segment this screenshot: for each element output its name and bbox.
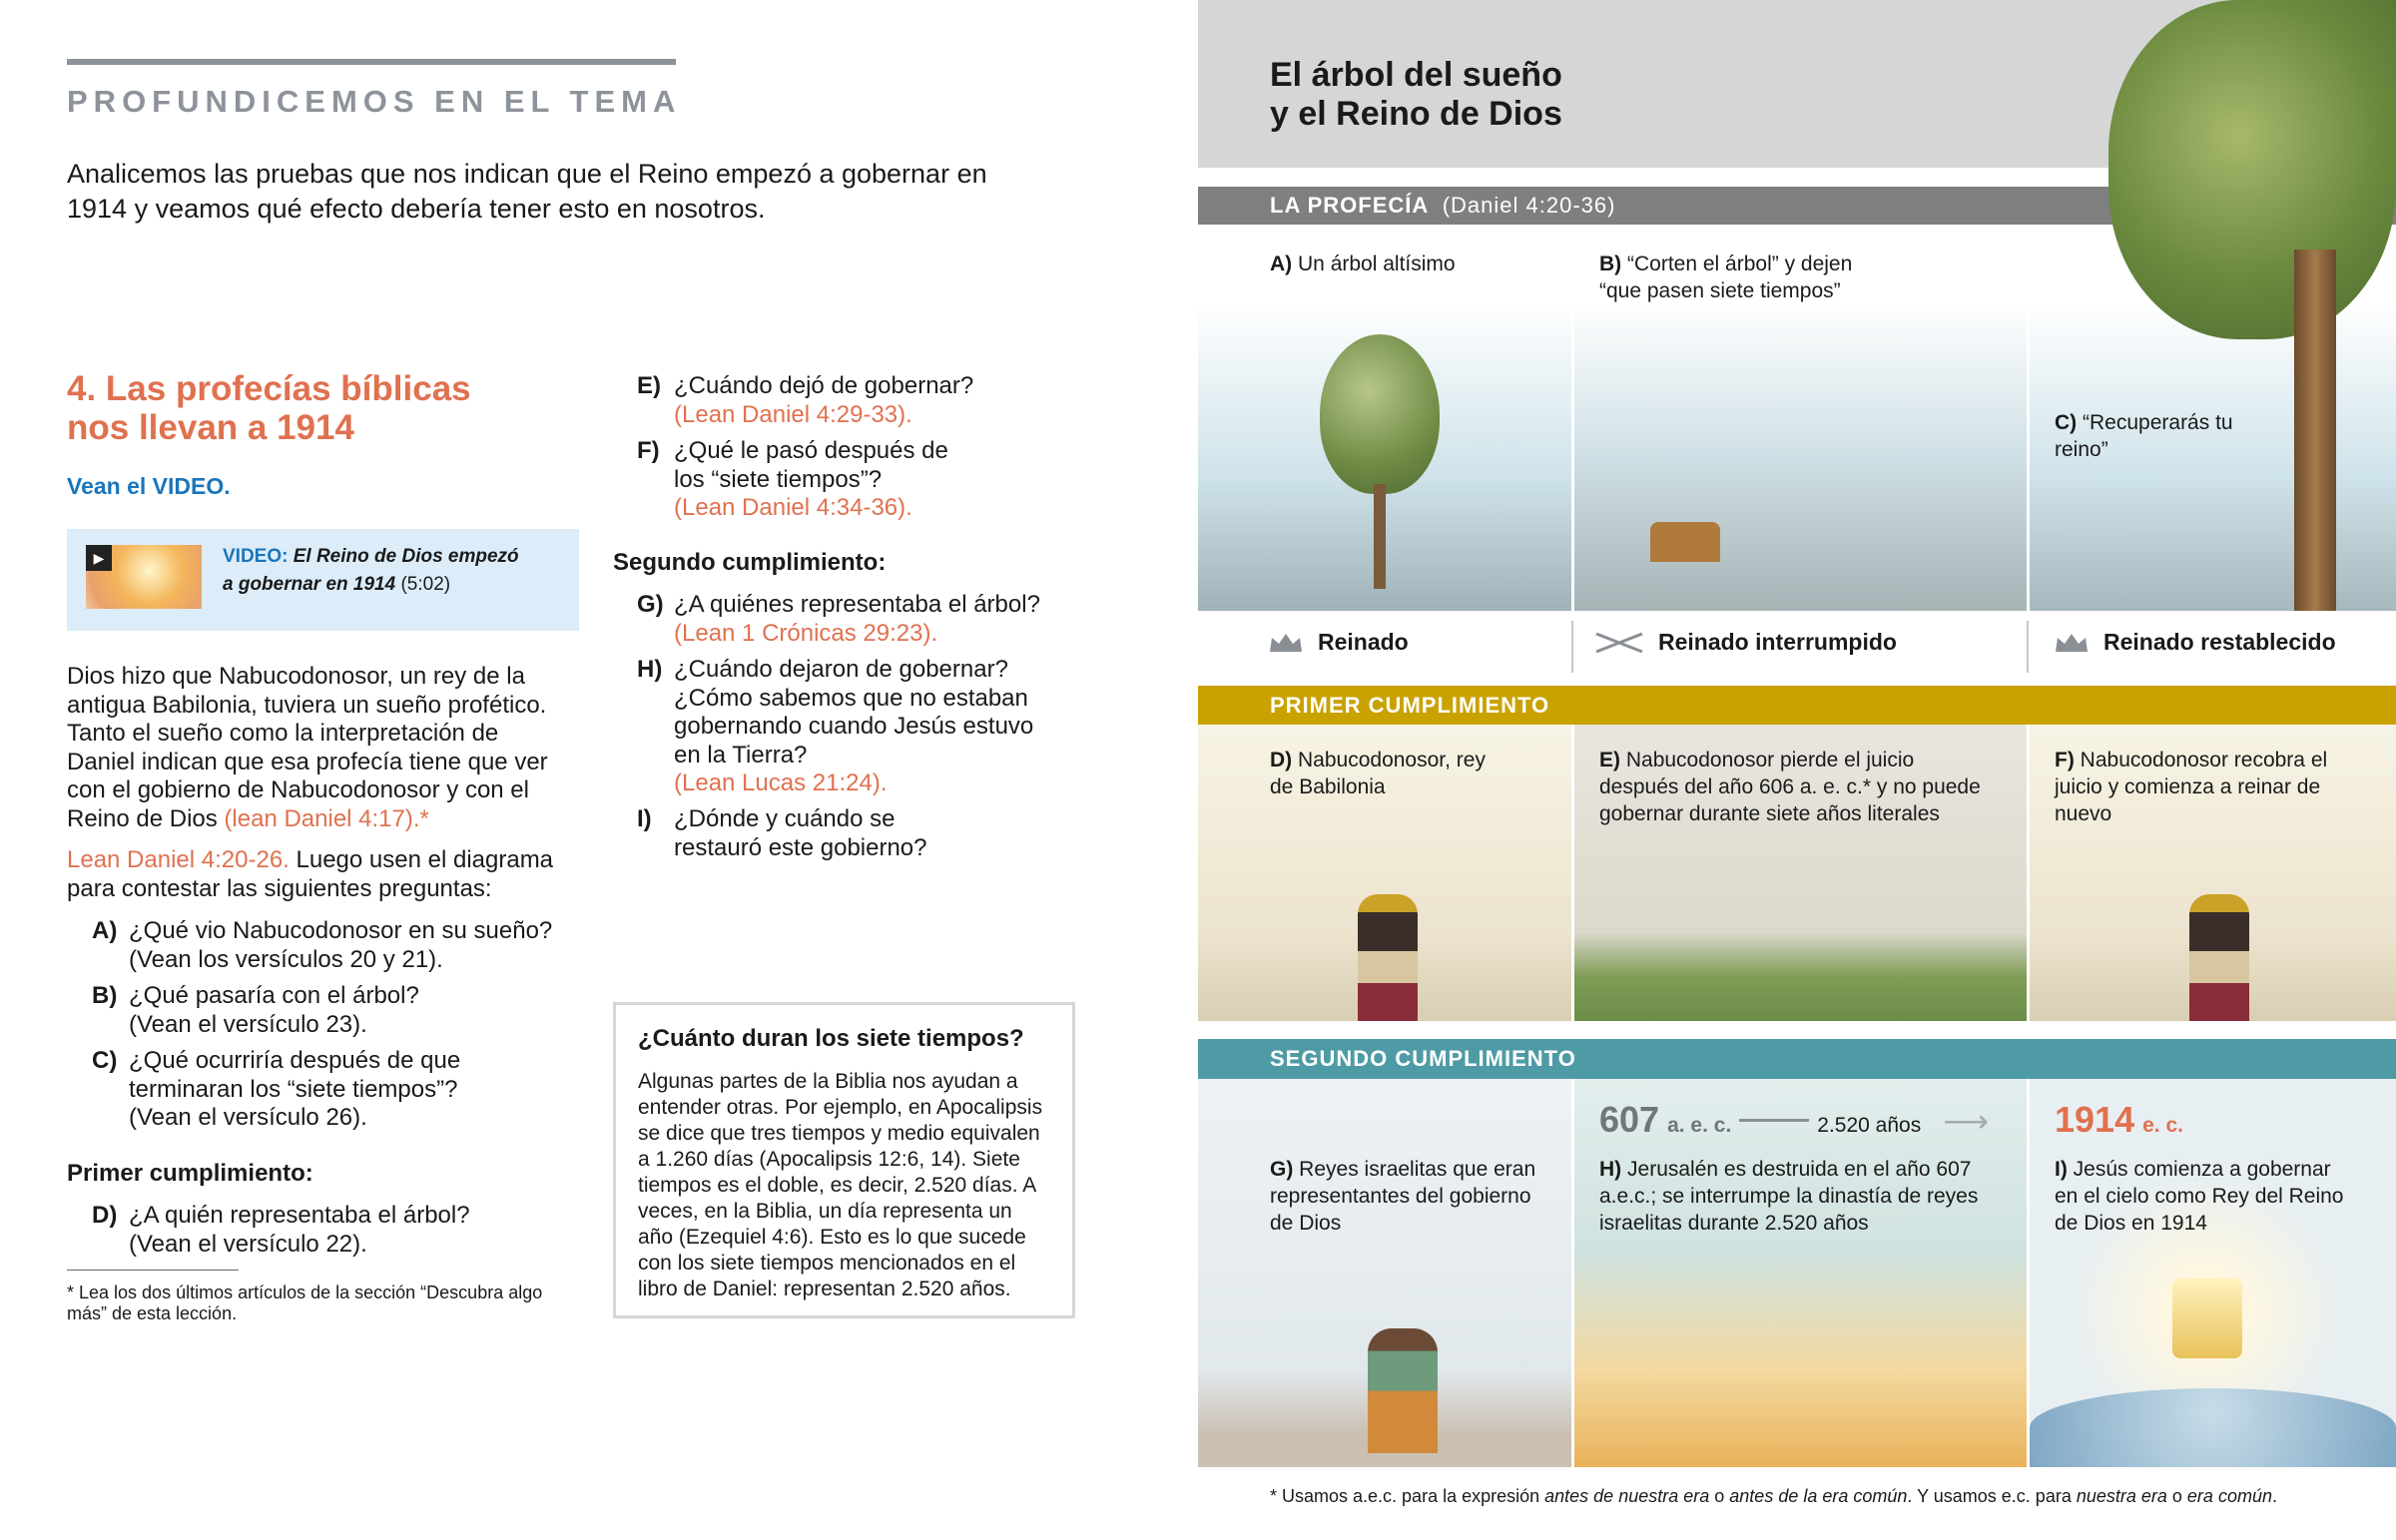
video-title: a gobernar en 1914 xyxy=(223,574,396,595)
heading-line: nos llevan a 1914 xyxy=(67,408,354,447)
label-letter: H) xyxy=(1599,1158,1622,1181)
era-end: e. c. xyxy=(2142,1114,2183,1137)
divider xyxy=(2027,621,2029,673)
footnote: * Lea los dos últimos artículos de la sección “Descubra algo más” de esta lección. xyxy=(67,1283,543,1323)
section-rule xyxy=(67,59,676,65)
arrow-right-icon: ⟶ xyxy=(1943,1103,1990,1139)
panel-d xyxy=(1198,725,1571,1021)
question-ref: (Vean el versículo 22). xyxy=(129,1230,367,1258)
label-b xyxy=(1599,251,1889,304)
king-illustration xyxy=(2189,894,2249,1021)
section-kicker: PROFUNDICEMOS EN EL TEMA xyxy=(67,84,682,119)
crown-icon xyxy=(2054,632,2090,654)
video-label: VIDEO: xyxy=(223,546,289,567)
bar-ref: (Daniel 4:20-36) xyxy=(1442,193,1616,218)
video-thumbnail[interactable] xyxy=(86,545,202,609)
label-letter: B) xyxy=(1599,253,1622,275)
label-e xyxy=(1599,747,1999,827)
label-letter: I) xyxy=(2055,1158,2068,1181)
panel-f xyxy=(2027,725,2396,1021)
fn-part: antes de nuestra era xyxy=(1544,1486,1710,1506)
label-text: Nabucodonosor recobra el juicio y comienza a reinar de nuevo xyxy=(2055,749,2328,825)
question-text: ¿Cuándo dejó de gobernar? xyxy=(674,372,974,399)
question-letter: C) xyxy=(92,1047,118,1074)
paragraph-text: Luego usen el diagrama para contestar las siguientes preguntas: xyxy=(67,846,554,902)
question-letter: F) xyxy=(637,437,660,464)
panel-a xyxy=(1198,225,1571,611)
fn-part: . Y usamos e.c. para xyxy=(1907,1486,2077,1506)
label-text: Nabucodonosor pierde el juicio después del año 606 a. e. c.* y no puede gobernar durante siete años literales xyxy=(1599,749,1981,825)
play-icon[interactable]: ▶ xyxy=(86,545,112,571)
label-f xyxy=(2055,747,2354,827)
diagram-footnote xyxy=(1270,1486,2368,1507)
crown-icon xyxy=(1268,632,1304,654)
title-line: El árbol del sueño xyxy=(1270,56,1562,94)
fn-part: * Usamos a.e.c. para la expresión xyxy=(1270,1486,1545,1506)
year-start: 607 xyxy=(1599,1099,1660,1140)
label-letter: E) xyxy=(1599,749,1620,771)
year-end-label xyxy=(2055,1099,2183,1141)
reign-text: Reinado restablecido xyxy=(2103,629,2336,655)
era-start: a. e. c. xyxy=(1667,1114,1732,1137)
reign-label xyxy=(1268,629,1409,656)
reign-interrupted-label xyxy=(1594,629,1897,656)
label-text: Reyes israelitas que eran representantes del gobierno de Dios xyxy=(1270,1158,1536,1235)
tree-illustration xyxy=(1320,334,1440,494)
question-f xyxy=(637,437,966,523)
question-i xyxy=(637,805,976,862)
question-text: ¿Qué ocurriría después de que terminaran los “siete tiempos”? xyxy=(129,1047,461,1103)
timeline-span: 2.520 años xyxy=(1817,1114,1922,1137)
video-caption xyxy=(223,543,519,599)
label-i xyxy=(2055,1156,2354,1237)
divider xyxy=(1571,621,1573,673)
panel-g xyxy=(1198,1079,1571,1467)
primer-label: Primer cumplimiento: xyxy=(67,1160,313,1187)
fn-part: o xyxy=(2166,1486,2187,1506)
video-link[interactable]: Vean el VIDEO. xyxy=(67,473,231,499)
question-c xyxy=(92,1047,491,1133)
question-text: ¿Dónde y cuándo se restauró este gobierno? xyxy=(674,805,927,861)
question-letter: I) xyxy=(637,805,652,832)
label-letter: D) xyxy=(1270,749,1293,771)
year-end: 1914 xyxy=(2055,1099,2135,1140)
scripture-ref[interactable]: (Lean Daniel 4:34-36). xyxy=(674,494,912,521)
question-ref: (Vean el versículo 23). xyxy=(129,1010,367,1038)
panel-b xyxy=(1571,225,2027,611)
king-illustration xyxy=(1358,894,1418,1021)
timeline xyxy=(1599,1099,2019,1141)
label-text: “Corten el árbol” y dejen “que pasen siete tiempos” xyxy=(1599,253,1853,302)
reign-text: Reinado xyxy=(1318,629,1409,655)
paragraph-text: Dios hizo que Nabucodonosor, un rey de la antigua Babilonia, tuviera un sueño profético. Tanto el sueño como la interpretación de Daniel indican que esa profecía tiene que ver con el gobierno de Nabucodonosor y con el Reino de Dios xyxy=(67,663,548,832)
diagram-title xyxy=(1270,56,1562,134)
question-text: ¿Cuándo dejaron de gobernar? ¿Cómo sabemos que no estaban gobernando cuando Jesús estuvo en la Tierra? xyxy=(674,656,1034,769)
intro-text: Analicemos las pruebas que nos indican que el Reino empezó a gobernar en 1914 y veamos qué efecto debería tener esto en nosotros. xyxy=(67,159,987,224)
question-letter: D) xyxy=(92,1202,118,1229)
video-title: El Reino de Dios empezó xyxy=(293,546,519,567)
label-text: Jerusalén es destruida en el año 607 a.e.c.; se interrumpe la dinastía de reyes israelitas durante 2.520 años xyxy=(1599,1158,1979,1235)
question-letter: A) xyxy=(92,917,118,944)
question-letter: B) xyxy=(92,982,118,1009)
label-letter: A) xyxy=(1270,253,1293,275)
question-ref: (Vean el versículo 26). xyxy=(129,1104,367,1131)
question-g xyxy=(637,591,1056,648)
heading-line: 4. Las profecías bíblicas xyxy=(67,369,471,408)
label-text: Jesús comienza a gobernar en el cielo como Rey del Reino de Dios en 1914 xyxy=(2055,1158,2344,1235)
label-letter: F) xyxy=(2055,749,2075,771)
fn-part: nuestra era xyxy=(2076,1486,2167,1506)
large-tree-icon xyxy=(2108,0,2396,339)
question-h xyxy=(637,656,1036,798)
question-letter: H) xyxy=(637,656,663,683)
label-c xyxy=(2055,409,2234,463)
footnote-rule xyxy=(67,1270,239,1271)
question-text: ¿A quiénes representaba el árbol? xyxy=(674,591,1040,618)
label-g xyxy=(1270,1156,1539,1237)
throne-illustration xyxy=(2172,1279,2242,1358)
body-paragraph xyxy=(67,846,571,903)
panel-i xyxy=(2027,1079,2396,1467)
label-h xyxy=(1599,1156,1999,1237)
label-d xyxy=(1270,747,1490,800)
panel-h xyxy=(1571,1079,2027,1467)
scripture-ref[interactable]: Lean Daniel 4:20-26. xyxy=(67,846,290,873)
question-text: ¿Qué pasaría con el árbol? xyxy=(129,982,419,1009)
segundo-bar: SEGUNDO CUMPLIMIENTO xyxy=(1198,1039,2396,1079)
reign-restored-label xyxy=(2054,629,2336,656)
label-a xyxy=(1270,251,1456,277)
question-letter: E) xyxy=(637,372,661,399)
crossed-swords-icon xyxy=(1594,632,1644,654)
label-text: Un árbol altísimo xyxy=(1298,253,1456,275)
scripture-ref[interactable]: (Lean Lucas 21:24). xyxy=(674,770,888,796)
question-text: ¿Qué vio Nabucodonosor en su sueño? xyxy=(129,917,553,944)
earth-illustration xyxy=(2030,1388,2396,1467)
question-letter: G) xyxy=(637,591,664,618)
video-duration: (5:02) xyxy=(400,574,451,595)
section-heading xyxy=(67,369,471,447)
label-text: “Recuperarás tu reino” xyxy=(2055,411,2233,461)
body-paragraph xyxy=(67,663,571,833)
king-illustration xyxy=(1368,1328,1438,1453)
question-text: ¿A quién representaba el árbol? xyxy=(129,1202,470,1229)
label-letter: C) xyxy=(2055,411,2078,434)
label-letter: G) xyxy=(1270,1158,1294,1181)
reign-text: Reinado interrumpido xyxy=(1658,629,1897,655)
question-text: ¿Qué le pasó después de los “siete tiempos”? xyxy=(674,437,948,493)
sidebar-title: ¿Cuánto duran los siete tiempos? xyxy=(638,1025,1024,1052)
question-d xyxy=(92,1202,561,1259)
video-card[interactable] xyxy=(67,529,579,631)
fn-part: o xyxy=(1709,1486,1730,1506)
tree-trunk xyxy=(1374,484,1386,589)
diagram xyxy=(1198,0,2396,1540)
question-b xyxy=(92,982,561,1039)
timeline-line xyxy=(1739,1119,1809,1122)
scripture-ref[interactable]: (lean Daniel 4:17).* xyxy=(224,804,429,832)
sidebar-box xyxy=(613,1002,1075,1318)
question-ref: (Vean los versículos 20 y 21). xyxy=(129,945,443,973)
title-line: y el Reino de Dios xyxy=(1270,95,1562,133)
fn-part: era común xyxy=(2186,1486,2272,1506)
scripture-ref[interactable]: (Lean 1 Crónicas 29:23). xyxy=(674,619,938,647)
sidebar-body: Algunas partes de la Biblia nos ayudan a entender otras. Por ejemplo, en Apocalipsis se dice que tres tiempos y medio equivalen a 1.260 días (Apocalipsis 12:6, 14). Siete tiempos es el doble, es decir, 2.520 días. A veces, en la Biblia, un día representa un año (Ezequiel 4:6). Esto es lo que sucede con los siete tiempos mencionados en el libro de Daniel: representan 2.520 años. xyxy=(638,1070,1043,1300)
question-e xyxy=(637,372,1036,429)
panel-e xyxy=(1571,725,2027,1021)
stump-illustration xyxy=(1650,522,1720,562)
primer-bar: PRIMER CUMPLIMIENTO xyxy=(1198,686,2396,725)
fn-part: antes de la era común xyxy=(1729,1486,1908,1506)
large-tree-trunk xyxy=(2294,250,2336,611)
bar-label: LA PROFECÍA xyxy=(1270,193,1429,218)
fn-part: . xyxy=(2271,1486,2277,1506)
scripture-ref[interactable]: (Lean Daniel 4:29-33). xyxy=(674,400,912,428)
segundo-label: Segundo cumplimiento: xyxy=(613,549,887,576)
question-a xyxy=(92,917,561,974)
label-text: Nabucodonosor, rey de Babilonia xyxy=(1270,749,1486,798)
